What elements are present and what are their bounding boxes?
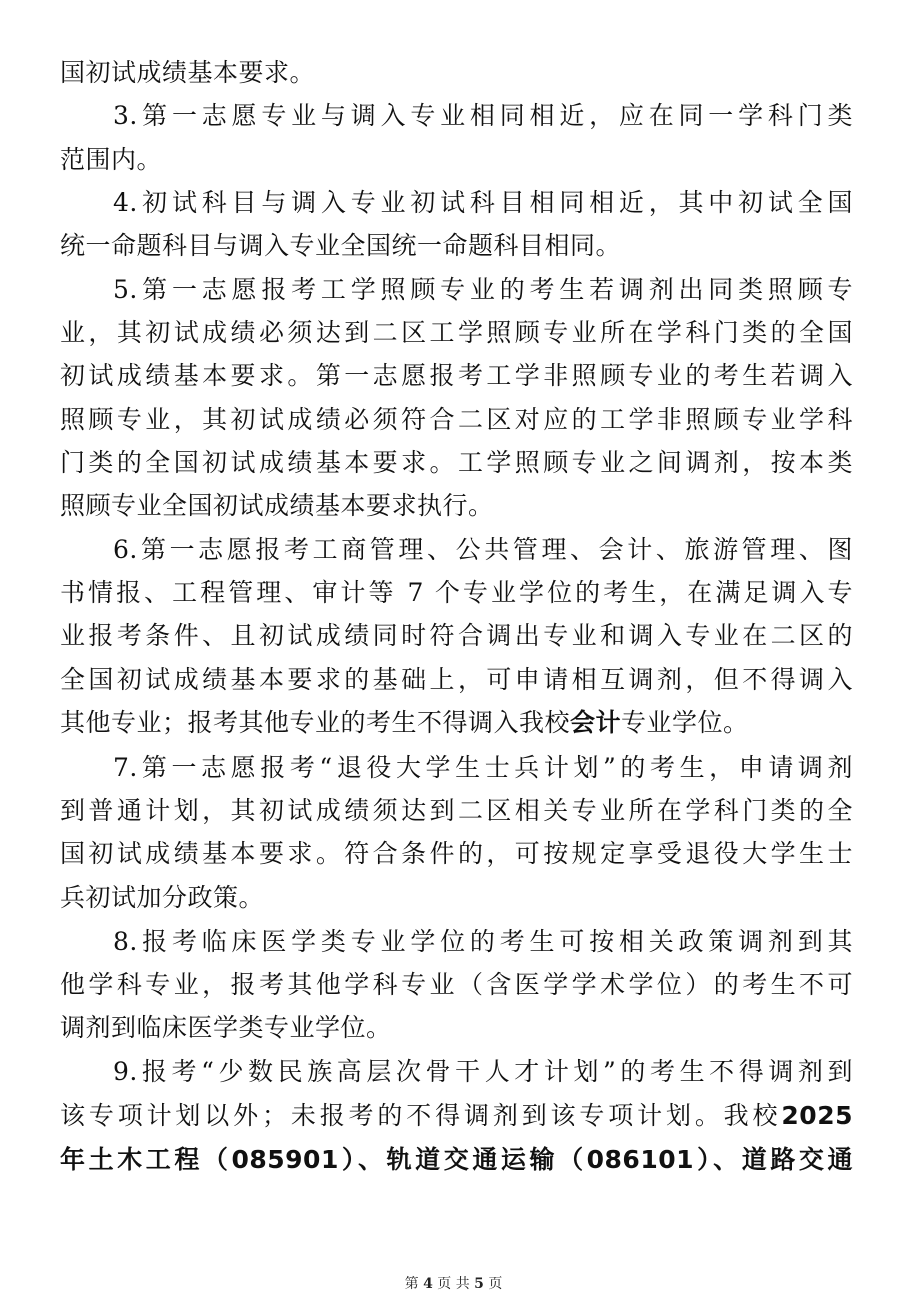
text-line: 国初试成绩基本要求。符合条件的，可按规定享受退役大学生士 — [60, 839, 853, 868]
text-line: 统一命题科目与调入专业全国统一命题科目相同。 — [60, 231, 622, 260]
page-footer — [0, 1274, 907, 1294]
text-line: 范围内。 — [60, 145, 163, 174]
footer-page-number: 4 — [423, 1276, 433, 1292]
text-line: 4.初试科目与调入专业初试科目相同相近，其中初试全国 — [113, 188, 853, 217]
text-line: 6.第一志愿报考工商管理、公共管理、会计、旅游管理、图 — [113, 535, 853, 564]
text-line: 业报考条件、且初试成绩同时符合调出专业和调入专业在二区的 — [60, 621, 853, 650]
text-segment: 其他专业；报考其他专业的考生不得调入我校 — [60, 708, 571, 737]
text-line — [60, 1093, 853, 1139]
footer-middle: 页 共 — [437, 1276, 470, 1292]
bold-term: 会计 — [570, 708, 622, 737]
text-line: 3.第一志愿专业与调入专业相同相近，应在同一学科门类 — [113, 101, 853, 130]
footer-total-pages: 5 — [474, 1276, 484, 1292]
text-segment: 专业学位。 — [621, 708, 749, 737]
text-line — [60, 700, 853, 746]
text-line: 兵初试加分政策。 — [60, 883, 265, 912]
text-line: 书情报、工程管理、审计等 7 个专业学位的考生，在满足调入专 — [60, 578, 853, 607]
text-segment: 该专项计划以外；未报考的不得调剂到该专项计划。我校 — [60, 1101, 782, 1130]
text-line: 调剂到临床医学类专业学位。 — [60, 1013, 392, 1042]
text-line: 初试成绩基本要求。第一志愿报考工学非照顾专业的考生若调入 — [60, 361, 853, 390]
text-line: 照顾专业全国初试成绩基本要求执行。 — [60, 491, 494, 520]
text-line: 9.报考“少数民族高层次骨干人才计划”的考生不得调剂到 — [113, 1057, 853, 1086]
text-line: 全国初试成绩基本要求的基础上，可申请相互调剂，但不得调入 — [60, 665, 853, 694]
text-line: 8.报考临床医学类专业学位的考生可按相关政策调剂到其 — [113, 927, 853, 956]
text-line: 门类的全国初试成绩基本要求。工学照顾专业之间调剂，按本类 — [60, 448, 853, 477]
text-line: 5.第一志愿报考工学照顾专业的考生若调剂出同类照顾专 — [113, 275, 853, 304]
text-line: 他学科专业，报考其他学科专业（含医学学术学位）的考生不可 — [60, 970, 853, 999]
footer-suffix: 页 — [488, 1276, 503, 1292]
bold-term: 2025 — [781, 1101, 853, 1130]
text-line: 到普通计划，其初试成绩须达到二区相关专业所在学科门类的全 — [60, 796, 853, 825]
text-line: 照顾专业，其初试成绩必须符合二区对应的工学非照顾专业学科 — [60, 405, 853, 434]
text-line: 国初试成绩基本要求。 — [60, 58, 316, 87]
footer-prefix: 第 — [404, 1276, 419, 1292]
text-line: 业，其初试成绩必须达到二区工学照顾专业所在学科门类的全国 — [60, 318, 853, 347]
text-line: 7.第一志愿报考“退役大学生士兵计划”的考生，申请调剂 — [113, 753, 853, 782]
text-line-bold: 年土木工程（085901）、轨道交通运输（086101）、道路交通 — [60, 1145, 853, 1174]
